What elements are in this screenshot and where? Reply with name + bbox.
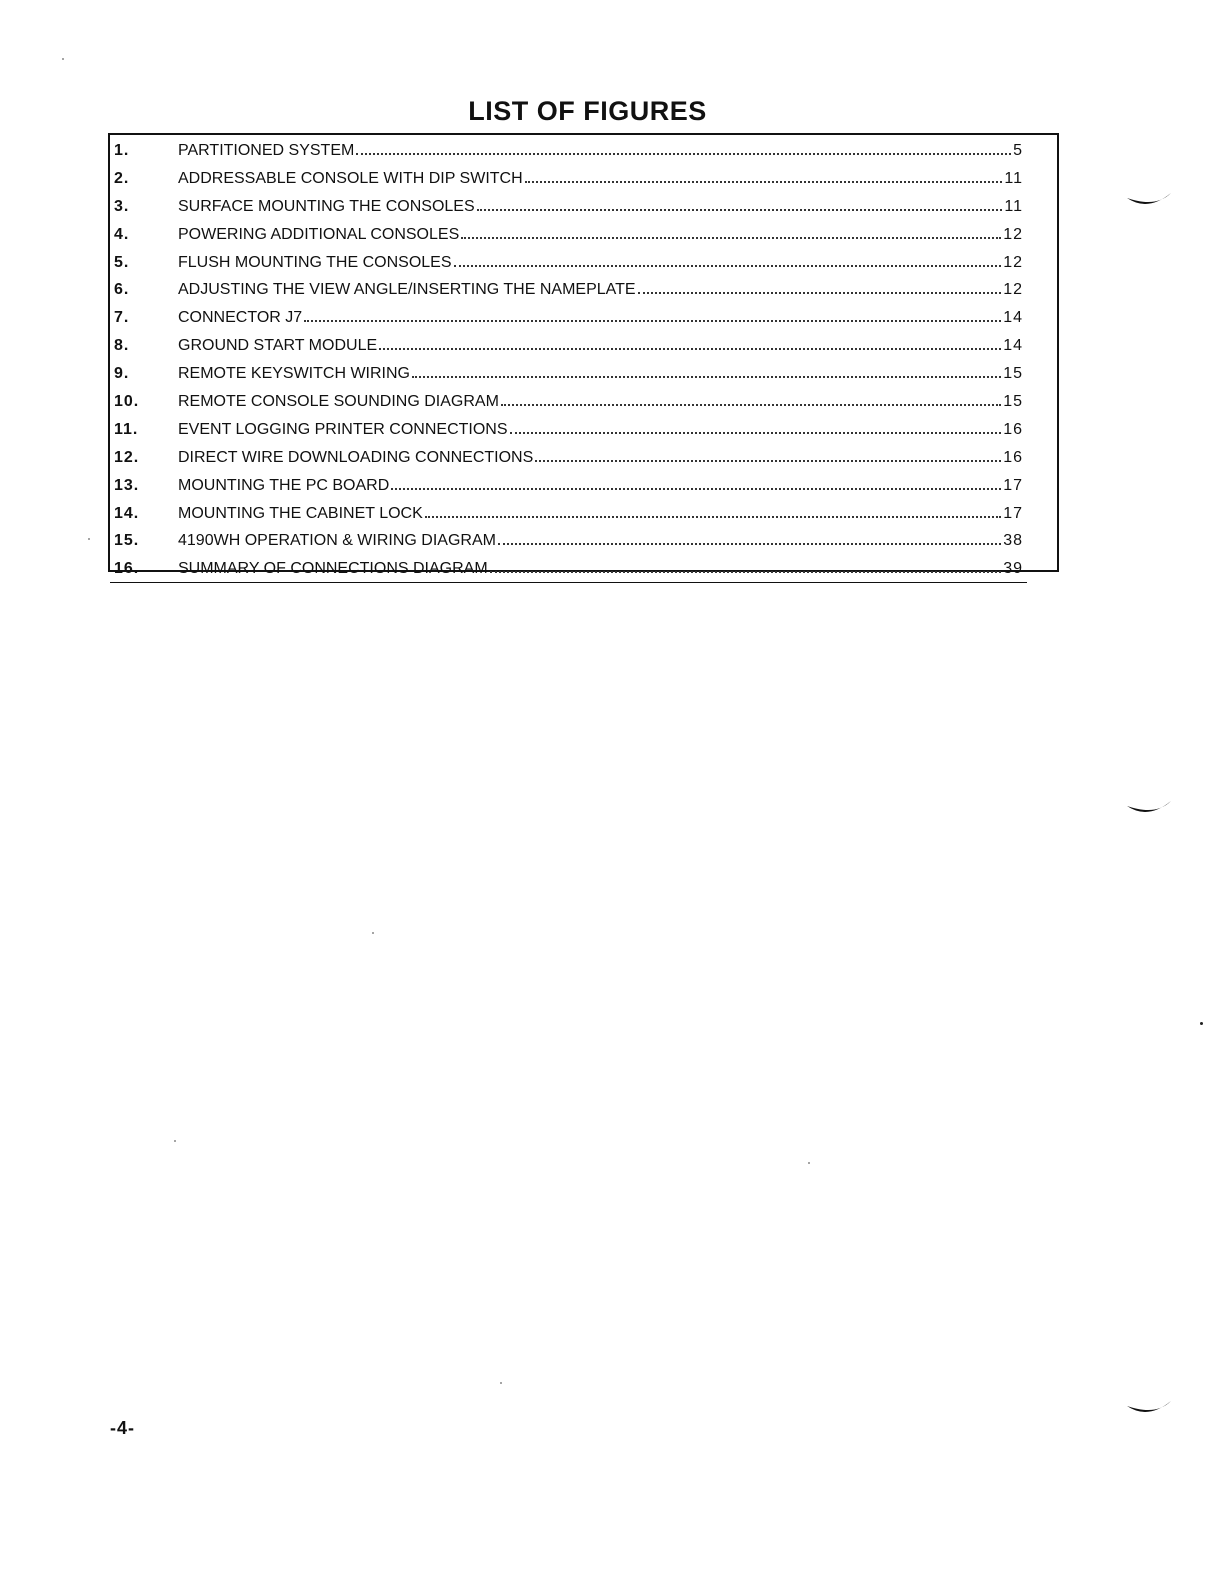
- dot-leader: [525, 181, 1003, 183]
- dot-leader: [454, 265, 1002, 267]
- dot-leader: [425, 516, 1001, 518]
- figure-entry: [178, 560, 1023, 578]
- figure-page: 11: [1004, 169, 1023, 187]
- figure-page: 12: [1003, 281, 1023, 299]
- figure-page: 12: [1003, 225, 1023, 243]
- dot-leader: [501, 404, 1001, 406]
- dot-leader: [356, 153, 1011, 155]
- figure-number: 10.: [114, 392, 140, 410]
- figure-row[interactable]: [110, 416, 1057, 444]
- row-underline: [110, 582, 1027, 583]
- scan-speck: [1200, 1022, 1203, 1025]
- binder-mark-icon: [1126, 800, 1172, 818]
- figure-entry: [178, 254, 1023, 272]
- figure-entry: [178, 421, 1023, 439]
- binder-mark-icon: [1126, 1400, 1172, 1418]
- figure-title: MOUNTING THE PC BOARD: [178, 476, 390, 494]
- figure-page: 17: [1003, 476, 1023, 494]
- figure-title: FLUSH MOUNTING THE CONSOLES: [178, 253, 452, 271]
- figure-entry: [178, 170, 1023, 188]
- figure-row[interactable]: [110, 137, 1057, 165]
- figure-page: 14: [1003, 337, 1023, 355]
- figure-row[interactable]: [110, 472, 1057, 500]
- figure-number: 6.: [114, 281, 130, 299]
- figure-page: 15: [1003, 392, 1023, 410]
- figure-number: 5.: [114, 253, 130, 271]
- list-of-figures-table: [108, 133, 1059, 578]
- figure-title: EVENT LOGGING PRINTER CONNECTIONS: [178, 420, 508, 438]
- dot-leader: [638, 292, 1002, 294]
- figure-title: SURFACE MOUNTING THE CONSOLES: [178, 197, 475, 215]
- figure-row[interactable]: [110, 332, 1057, 360]
- figure-entry: [178, 449, 1023, 467]
- figure-number: 16.: [114, 560, 140, 578]
- dot-leader: [535, 460, 1001, 462]
- figure-page: 16: [1003, 420, 1023, 438]
- figure-number: 11.: [114, 420, 139, 438]
- scan-speck: [808, 1162, 810, 1164]
- dot-leader: [379, 348, 1001, 350]
- figure-page: 15: [1003, 365, 1023, 383]
- figure-title: CONNECTOR J7: [178, 309, 303, 327]
- figure-row[interactable]: [110, 165, 1057, 193]
- figure-row[interactable]: [110, 527, 1057, 555]
- figure-entry: [178, 142, 1023, 160]
- figure-entry: [178, 309, 1023, 327]
- figure-title: ADDRESSABLE CONSOLE WITH DIP SWITCH: [178, 169, 523, 187]
- dot-leader: [391, 488, 1001, 490]
- figure-entry: [178, 505, 1023, 523]
- figure-title: GROUND START MODULE: [178, 337, 378, 355]
- figure-title: ADJUSTING THE VIEW ANGLE/INSERTING THE NAMEPLATE: [178, 281, 636, 299]
- figure-number: 2.: [114, 169, 130, 187]
- figure-page: 14: [1003, 309, 1023, 327]
- figure-number: 9.: [114, 365, 130, 383]
- figure-page: 17: [1003, 504, 1023, 522]
- binder-mark-icon: [1126, 192, 1172, 210]
- figure-title: DIRECT WIRE DOWNLOADING CONNECTIONS: [178, 448, 534, 466]
- dot-leader: [304, 320, 1001, 322]
- figure-entry: [178, 281, 1023, 299]
- figure-row[interactable]: [110, 500, 1057, 528]
- figure-entry: [178, 365, 1023, 383]
- figure-entry: [178, 393, 1023, 411]
- figure-number: 14.: [114, 504, 140, 522]
- figure-title: REMOTE KEYSWITCH WIRING: [178, 365, 410, 383]
- figure-row[interactable]: [110, 276, 1057, 304]
- figure-row[interactable]: [110, 444, 1057, 472]
- figure-row[interactable]: [110, 304, 1057, 332]
- figure-row[interactable]: [110, 193, 1057, 221]
- figure-title: 4190WH OPERATION & WIRING DIAGRAM: [178, 532, 496, 550]
- scan-speck: [62, 58, 64, 60]
- figure-row[interactable]: [110, 221, 1057, 249]
- figure-entry: [178, 226, 1023, 244]
- dot-leader: [510, 432, 1002, 434]
- figure-row[interactable]: [110, 388, 1057, 416]
- scan-speck: [372, 932, 374, 934]
- figure-row[interactable]: [110, 360, 1057, 388]
- figure-page: 38: [1003, 532, 1023, 550]
- figure-entry: [178, 477, 1023, 495]
- page-title: LIST OF FIGURES: [468, 96, 707, 126]
- scan-speck: [88, 538, 90, 540]
- figure-page: 12: [1003, 253, 1023, 271]
- figure-entry: [178, 532, 1023, 550]
- dot-leader: [412, 376, 1001, 378]
- figure-page: 5: [1013, 141, 1023, 159]
- figure-number: 12.: [114, 448, 140, 466]
- figure-number: 1.: [114, 141, 130, 159]
- scan-speck: [500, 1382, 502, 1384]
- figure-title: PARTITIONED SYSTEM: [178, 141, 355, 159]
- dot-leader: [461, 237, 1001, 239]
- figure-entry: [178, 198, 1023, 216]
- figure-title: POWERING ADDITIONAL CONSOLES: [178, 225, 460, 243]
- figure-page: 11: [1004, 197, 1023, 215]
- figure-page: 16: [1003, 448, 1023, 466]
- figure-title: REMOTE CONSOLE SOUNDING DIAGRAM: [178, 392, 499, 410]
- figure-number: 13.: [114, 476, 140, 494]
- figure-number: 4.: [114, 225, 130, 243]
- page-number: -4-: [110, 1418, 135, 1438]
- figure-row[interactable]: [110, 249, 1057, 277]
- figure-title: SUMMARY OF CONNECTIONS DIAGRAM: [178, 560, 488, 578]
- figure-number: 7.: [114, 309, 130, 327]
- dot-leader: [477, 209, 1003, 211]
- figure-number: 8.: [114, 337, 130, 355]
- figure-title: MOUNTING THE CABINET LOCK: [178, 504, 423, 522]
- figure-row[interactable]: [110, 555, 1057, 583]
- figure-entry: [178, 337, 1023, 355]
- figure-page: 39: [1003, 560, 1023, 578]
- dot-leader: [490, 571, 1002, 573]
- scan-speck: [174, 1140, 176, 1142]
- dot-leader: [498, 543, 1001, 545]
- figure-number: 3.: [114, 197, 130, 215]
- figure-number: 15.: [114, 532, 140, 550]
